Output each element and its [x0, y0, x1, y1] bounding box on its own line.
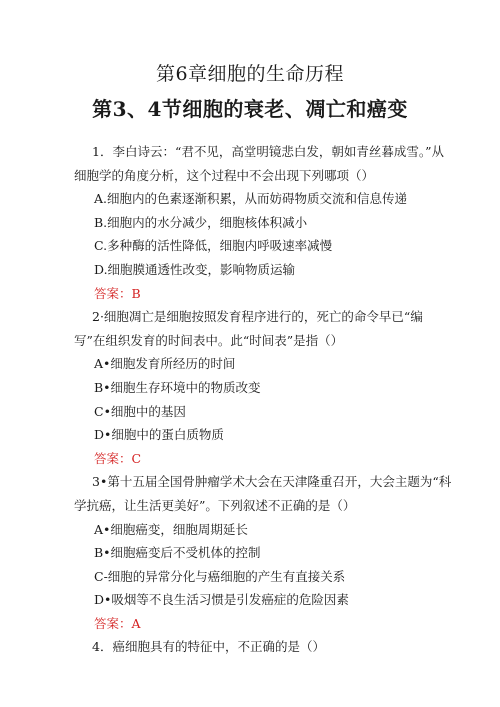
- chapter-title: 第6章细胞的生命历程: [155, 63, 345, 85]
- option-b: B.细胞内的水分减少，细胞核体积减小: [94, 214, 308, 230]
- answer-label: 答案：B: [94, 285, 141, 301]
- option-a: A•细胞癌变，细胞周期延长: [94, 521, 248, 537]
- option-d: D•细胞中的蛋白质物质: [94, 427, 224, 443]
- question-4: [74, 635, 454, 659]
- option-d: D.细胞膜通透性改变，影响物质运输: [94, 261, 296, 277]
- option-b: B•细胞癌变后不受机体的控制: [94, 545, 261, 561]
- question-stem: 4．癌细胞具有的特征中，不正确的是（）: [92, 639, 325, 655]
- question-list: [74, 140, 454, 659]
- option-a: A.细胞内的色素逐渐积累，从而妨碍物质交流和信息传递: [94, 191, 408, 207]
- option-b: B•细胞生存环境中的物质改变: [94, 379, 261, 395]
- question-stem: 3•第十五届全国骨肿瘤学术大会在天津隆重召开，大会主题为“科学抗癌，让生活更美好”。下列叙述不正确的是（）: [74, 474, 452, 513]
- option-d: D•吸烟等不良生活习惯是引发癌症的危险因素: [94, 592, 349, 608]
- option-c: C•细胞中的基因: [94, 403, 186, 419]
- question-1: [74, 140, 454, 305]
- answer-label: 答案：C: [94, 450, 142, 466]
- section-title: 第3、4节细胞的衰老、凋亡和癌变: [92, 97, 408, 121]
- option-c: C-细胞的异常分化与癌细胞的产生有直接关系: [94, 568, 346, 584]
- option-c: C.多种酶的活性降低，细胞内呼吸速率减慢: [94, 238, 333, 254]
- question-stem: 2·细胞凋亡是细胞按照发育程序进行的，死亡的命令早已“编写”在组织发育的时间表中。此“时间表”是指（）: [74, 309, 423, 348]
- answer-label: 答案：A: [94, 615, 141, 631]
- question-3: [74, 470, 454, 635]
- question-2: [74, 305, 454, 470]
- option-a: A•细胞发育所经历的时间: [94, 356, 236, 372]
- question-stem: 1．李白诗云：“君不见，高堂明镜悲白发，朝如青丝暮成雪。”从细胞学的角度分析，这个过程中不会出现下列哪项（）: [74, 144, 444, 183]
